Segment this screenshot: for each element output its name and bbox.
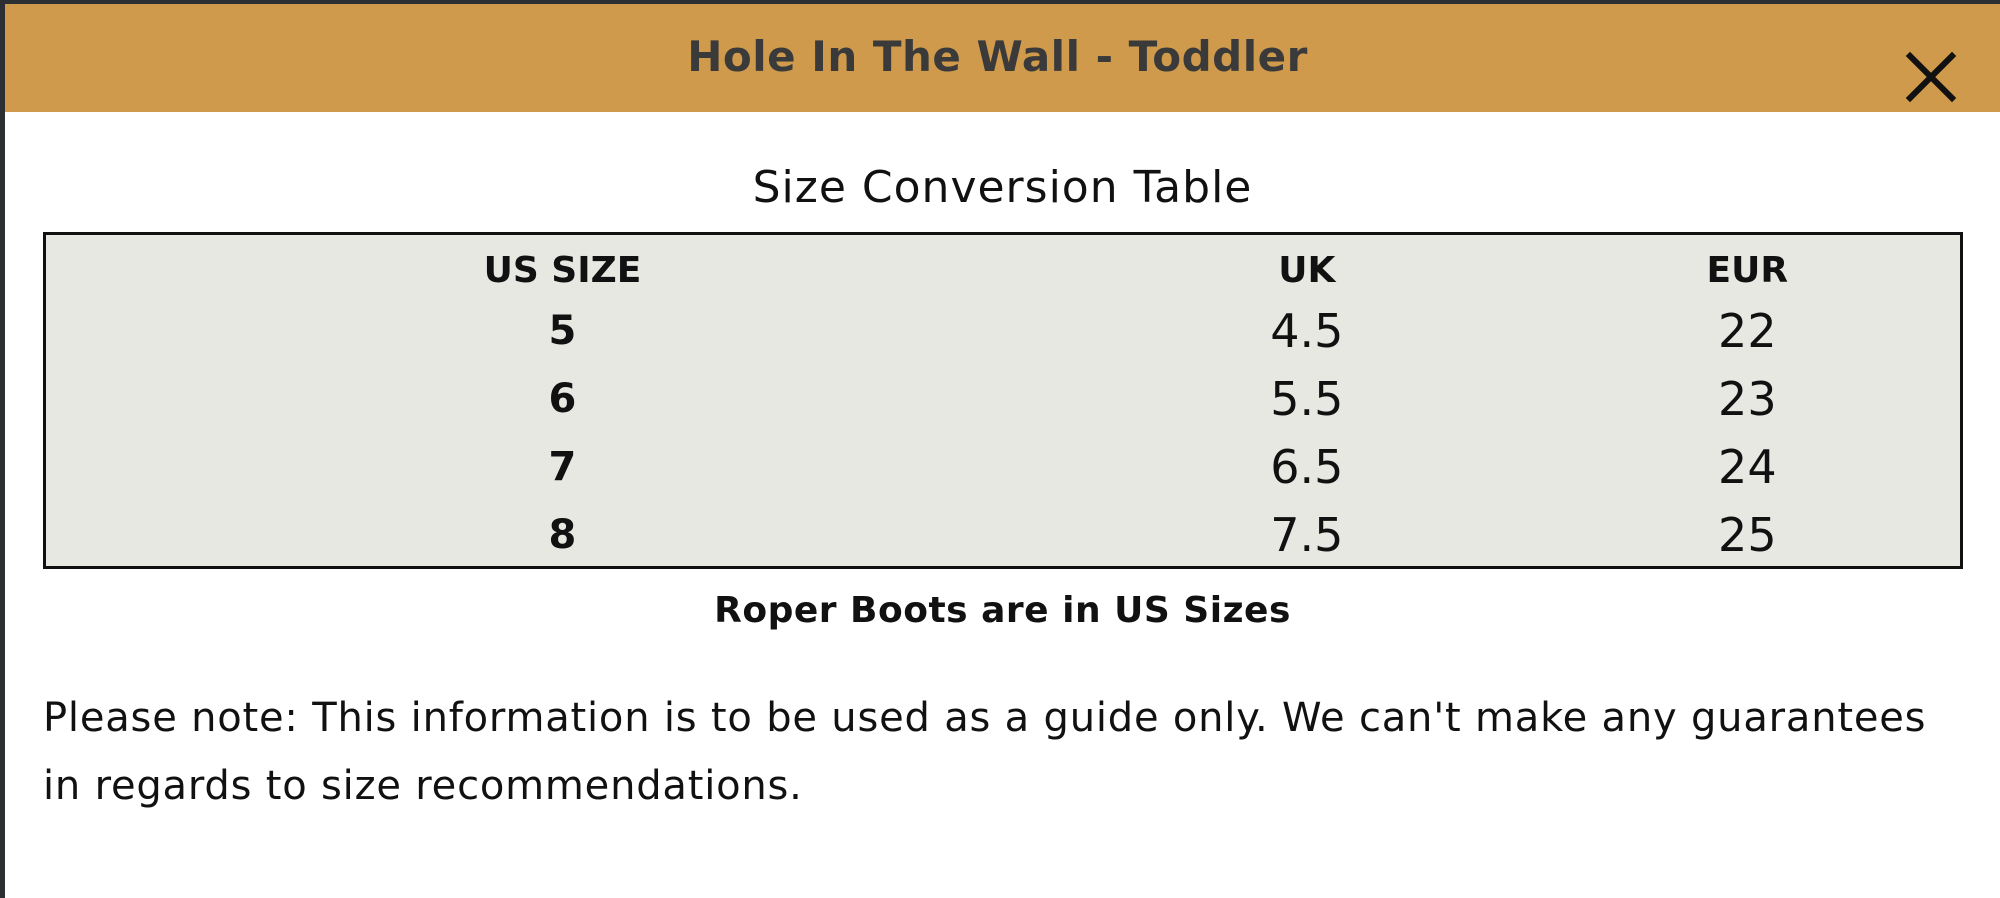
close-button[interactable] [1902,48,1960,106]
close-icon [1902,48,1960,106]
column-header-eur: EUR [1706,249,1789,291]
size-chart-modal [5,4,2000,898]
cell-uk: 4.5 [1270,304,1344,358]
table-row [46,501,1960,569]
modal-title: Hole In The Wall - Toddler [687,31,1308,81]
table-caption: Size Conversion Table [752,162,1253,213]
cell-us-size: 8 [548,512,577,558]
cell-uk: 6.5 [1270,440,1344,494]
cell-eur: 22 [1718,304,1777,358]
cell-eur: 25 [1718,508,1777,562]
modal-header [5,4,2000,112]
column-header-us-size: US SIZE [483,249,642,291]
cell-us-size: 7 [548,444,577,490]
disclaimer-text: Please note: This information is to be used as a guide only. We can't make any guarantees in regards to size recommendations. [43,695,1927,809]
cell-eur: 23 [1718,372,1777,426]
cell-uk: 7.5 [1270,508,1344,562]
table-row [46,433,1960,501]
table-row [46,365,1960,433]
cell-us-size: 6 [548,376,577,422]
table-header-row [46,243,1960,297]
cell-uk: 5.5 [1270,372,1344,426]
column-header-uk: UK [1278,249,1336,291]
sizing-note: Roper Boots are in US Sizes [714,590,1291,631]
cell-us-size: 5 [548,308,577,354]
size-conversion-table [43,232,1963,569]
cell-eur: 24 [1718,440,1777,494]
table-row [46,297,1960,365]
